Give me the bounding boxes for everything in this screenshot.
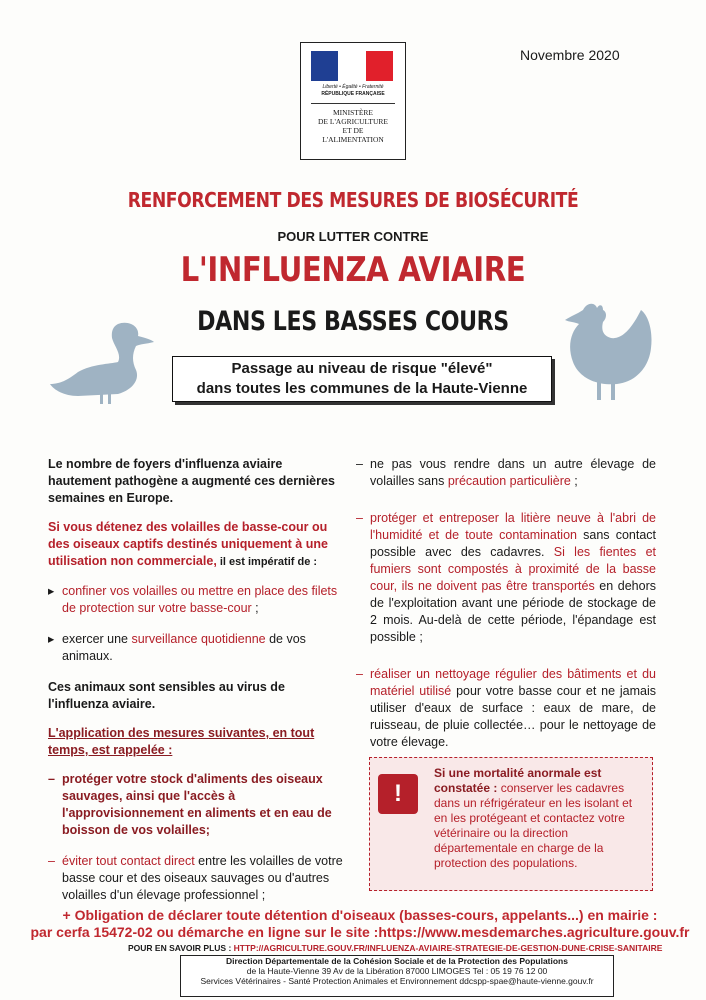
hen-icon bbox=[553, 296, 663, 406]
triangle-bullet-icon: ▸ bbox=[48, 584, 55, 598]
sensible-text: Ces animaux sont sensibles au virus de l'influenza aviaire. bbox=[48, 680, 285, 711]
risk-level-box bbox=[172, 356, 552, 402]
ministry-logo bbox=[300, 42, 406, 160]
list-item: ▸ confiner vos volailles ou mettre en place des filets de protection sur votre basse-cour ; bbox=[48, 584, 338, 615]
list-item: ▸ exercer une surveillance quotidienne de vos animaux. bbox=[48, 632, 306, 663]
headline-line4: DANS LES BASSES COURS bbox=[197, 306, 509, 337]
right-column bbox=[356, 456, 656, 765]
exclamation-icon: ! bbox=[378, 774, 418, 814]
declaration-obligation: + Obligation de déclarer toute détention d'oiseaux (basses-cours, appelants...) en mairie : par cerfa 15472-02 ou démarche en ligne sur le site :https://www.mesdemarches.agriculture.gouv.fr bbox=[30, 907, 690, 940]
triangle-bullet-icon: ▸ bbox=[48, 632, 55, 646]
if-paragraph: Si vous détenez des volailles de basse-cour ou des oiseaux captifs destinés uniquement à une utilisation non commerciale, il est impératif de : bbox=[48, 520, 328, 568]
more-info-link[interactable]: HTTP://AGRICULTURE.GOUV.FR/INFLUENZA-AVIAIRE-STRATEGIE-DE-GESTION-DUNE-CRISE-SANITAIRE bbox=[233, 943, 663, 953]
document-date: Novembre 2020 bbox=[520, 47, 620, 63]
footer-contact: Direction Départementale de la Cohésion Sociale et de la Protection des Populations de la Haute-Vienne 39 Av de la Libération 87000 LIMOGES Tel : 05 19 76 12 00 Services Vétérinaires - Santé Protection Animales et Environnement ddcspp-spae@haute-vienne.gouv.fr bbox=[180, 955, 614, 997]
risk-line1: Passage au niveau de risque "élevé" bbox=[231, 360, 493, 377]
headline-line1: RENFORCEMENT DES MESURES DE BIOSÉCURITÉ bbox=[127, 188, 579, 212]
mortality-alert-box bbox=[369, 757, 653, 891]
alert-text: Si une mortalité anormale est constatée : conserver les cadavres dans un réfrigérateur en les isolant et en les protégeant et contactez votre vétérinaire ou la direction départementale en charge de la protection des populations. bbox=[434, 766, 633, 870]
more-info: POUR EN SAVOIR PLUS : HTTP://AGRICULTURE.GOUV.FR/INFLUENZA-AVIAIRE-STRATEGIE-DE-GESTION-DUNE-CRISE-SANITAIRE bbox=[128, 943, 663, 953]
risk-line2: dans toutes les communes de la Haute-Vienne bbox=[196, 380, 528, 397]
duck-icon bbox=[48, 318, 158, 406]
list-item: – protéger et entreposer la litière neuve à l'abri de l'humidité et de toute contamination sans contact possible avec des cadavres. Si les fientes et fumiers sont compostés à proximité de la basse cour, ils ne doivent pas être transportés en dehors de l'exploitation avant une période de stockage de 2 mois. Au-delà de cette période, l'épandage est possible ; bbox=[356, 511, 656, 644]
intro-text: Le nombre de foyers d'influenza aviaire hautement pathogène a augmenté ces dernières semaines en Europe. bbox=[48, 457, 335, 505]
headline-line3: L'INFLUENZA AVIAIRE bbox=[180, 250, 526, 290]
logo-motto: Liberté • Égalité • Fraternité bbox=[322, 84, 384, 90]
list-item: – éviter tout contact direct entre les volailles de votre basse cour et des oiseaux sauvages ou d'autres volailles d'un élevage professionnel ; bbox=[48, 854, 343, 902]
headline-line2: POUR LUTTER CONTRE bbox=[277, 229, 429, 244]
rappel-heading: L'application des mesures suivantes, en tout temps, est rappelée : bbox=[48, 726, 315, 757]
logo-ministry: MINISTÈRE DE L'AGRICULTURE ET DE L'ALIMENTATION bbox=[317, 108, 389, 144]
french-flag-icon bbox=[311, 51, 393, 81]
list-item: – réaliser un nettoyage régulier des bâtiments et du matériel utilisé pour votre basse cour et ne jamais utiliser d'eaux de surface : eaux de mare, de ruisseau, de pluie collectée… pour le nettoyage de votre élevage. bbox=[356, 667, 656, 749]
logo-republic: RÉPUBLIQUE FRANÇAISE bbox=[321, 91, 385, 97]
left-column bbox=[48, 456, 348, 918]
list-item: – ne pas vous rendre dans un autre élevage de volailles sans précaution particulière ; bbox=[356, 457, 656, 488]
list-item: – protéger votre stock d'aliments des oiseaux sauvages, ainsi que l'accès à l'approvisionnement en aliments et en eau de boisson de vos volailles; bbox=[48, 772, 332, 837]
